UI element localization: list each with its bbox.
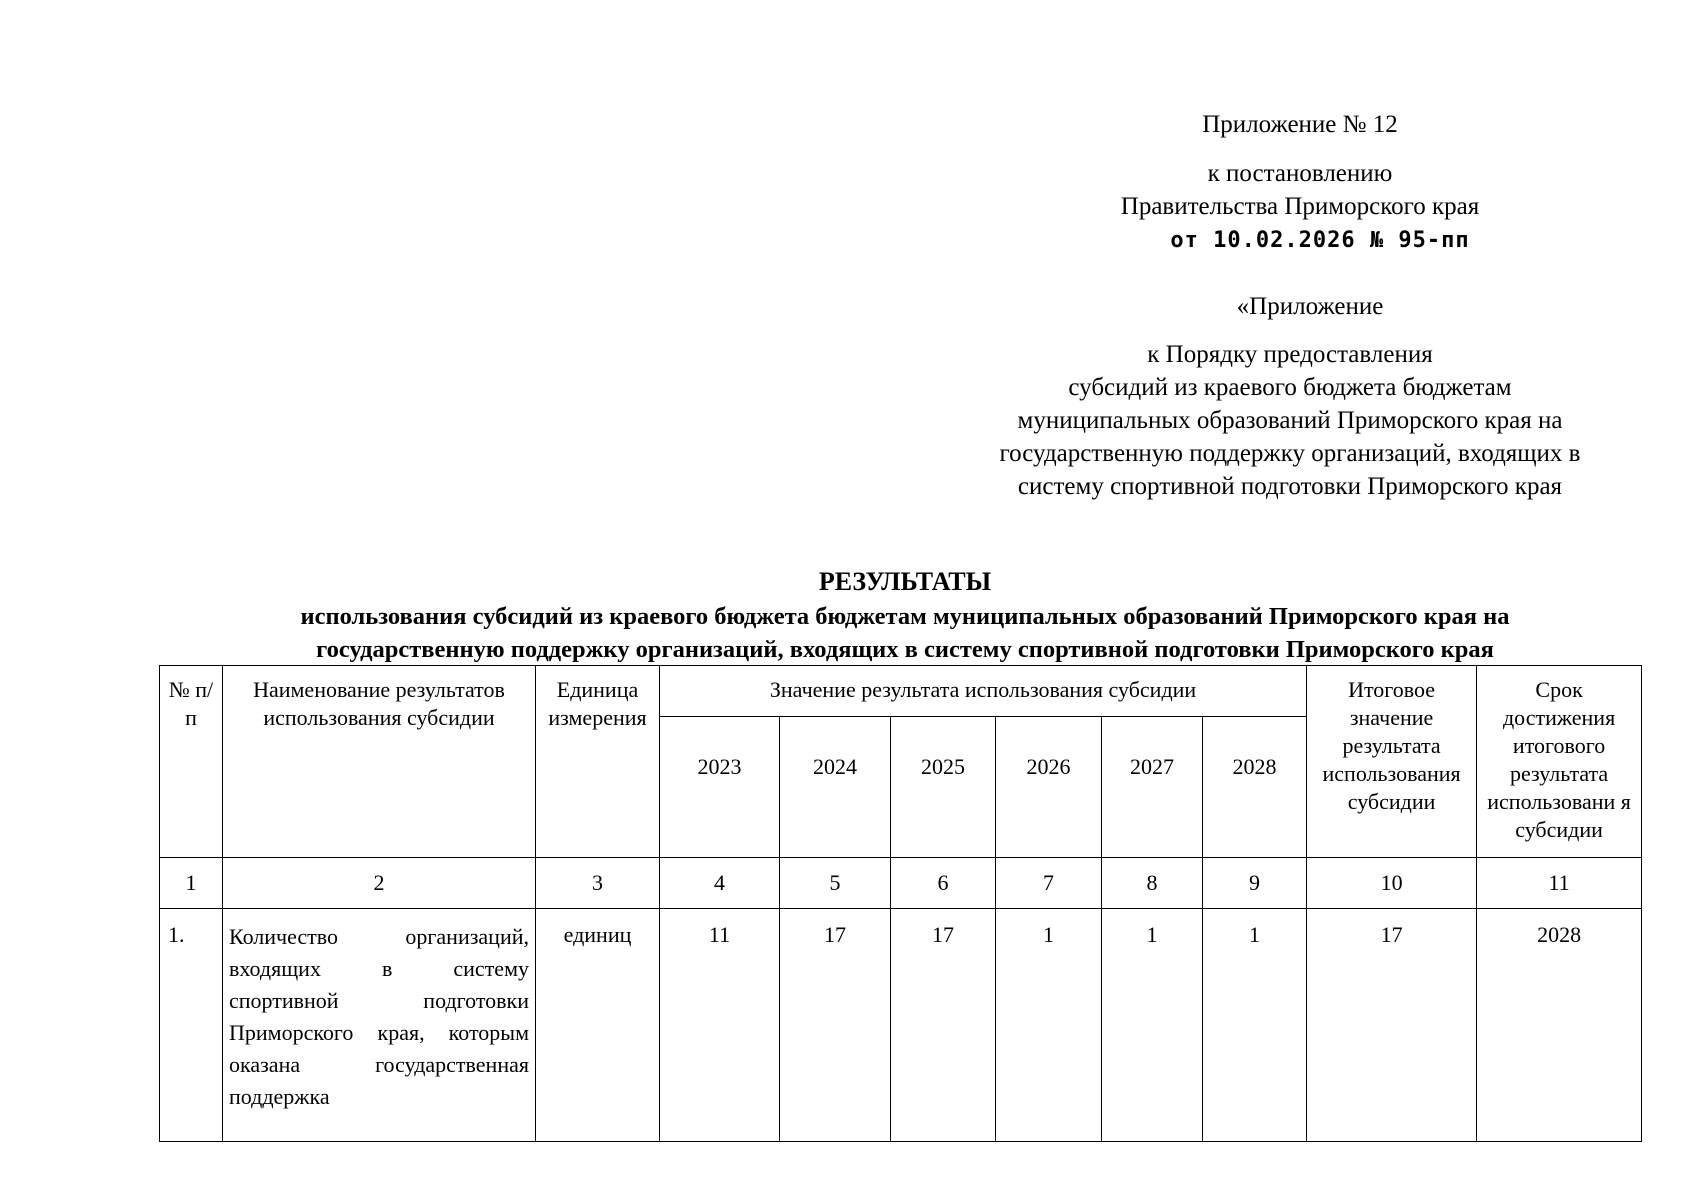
value-cell: 1	[1102, 909, 1203, 1142]
subheading-line-1: использования субсидий из краевого бюджета бюджетам муниципальных образований Приморского края на	[300, 603, 1510, 630]
year-header: 2025	[891, 717, 996, 858]
resolution-date-number: от 10.02.2026 № 95-пп	[1170, 228, 1470, 253]
deadline-cell: 2028	[1477, 909, 1642, 1142]
order-line: субсидий из краевого бюджета бюджетам	[1068, 374, 1512, 401]
subheading-line-2: государственную поддержку организаций, входящих в систему спортивной подготовки Приморского края	[316, 636, 1494, 663]
column-number: 3	[536, 858, 660, 909]
col-header-values: Значение результата использования субсидии	[660, 666, 1307, 717]
appendix-label: «Приложение	[1236, 293, 1384, 320]
value-cell: 1	[1203, 909, 1307, 1142]
document-heading: РЕЗУЛЬТАТЫ	[818, 567, 992, 596]
document-subheading	[160, 600, 1650, 666]
year-header: 2024	[780, 717, 891, 858]
government-name: Правительства Приморского края	[1120, 193, 1480, 220]
column-number-row	[160, 858, 1642, 909]
order-line: систему спортивной подготовки Приморского края	[1017, 473, 1563, 500]
col-header-total: Итоговое значение результата использования субсидии	[1307, 666, 1477, 858]
col-header-name: Наименование результатов использования субсидии	[223, 666, 536, 858]
value-cell: 11	[660, 909, 780, 1142]
total-cell: 17	[1307, 909, 1477, 1142]
results-table	[159, 665, 1642, 1142]
col-header-num: № п/п	[160, 666, 223, 858]
to-resolution: к постановлению	[1207, 160, 1393, 187]
table-row	[160, 909, 1642, 1142]
order-line: муниципальных образований Приморского края на	[1017, 407, 1563, 434]
col-header-deadline: Срок достижения итогового результата использовани я субсидии	[1477, 666, 1642, 858]
col-header-unit: Единица измерения	[536, 666, 660, 858]
value-cell: 1	[996, 909, 1102, 1142]
year-header: 2023	[660, 717, 780, 858]
column-number: 2	[223, 858, 536, 909]
result-name: Количество организаций, входящих в систему спортивной подготовки Приморского края, которым оказана государственная поддержка	[223, 909, 536, 1142]
column-number: 5	[780, 858, 891, 909]
column-number: 4	[660, 858, 780, 909]
column-number: 10	[1307, 858, 1477, 909]
column-number: 6	[891, 858, 996, 909]
column-number: 7	[996, 858, 1102, 909]
column-number: 8	[1102, 858, 1203, 909]
unit-cell: единиц	[536, 909, 660, 1142]
year-header: 2027	[1102, 717, 1203, 858]
value-cell: 17	[891, 909, 996, 1142]
resolution-block	[1000, 157, 1600, 257]
order-line: к Порядку предоставления	[1147, 341, 1433, 368]
row-number: 1.	[160, 909, 223, 1142]
column-number: 1	[160, 858, 223, 909]
order-line: государственную поддержку организаций, входящих в	[999, 440, 1581, 467]
column-number: 11	[1477, 858, 1642, 909]
order-block	[930, 338, 1650, 503]
year-header: 2026	[996, 717, 1102, 858]
value-cell: 17	[780, 909, 891, 1142]
year-header: 2028	[1203, 717, 1307, 858]
header-row	[160, 666, 1642, 717]
appendix-number: Приложение № 12	[1202, 111, 1398, 138]
column-number: 9	[1203, 858, 1307, 909]
